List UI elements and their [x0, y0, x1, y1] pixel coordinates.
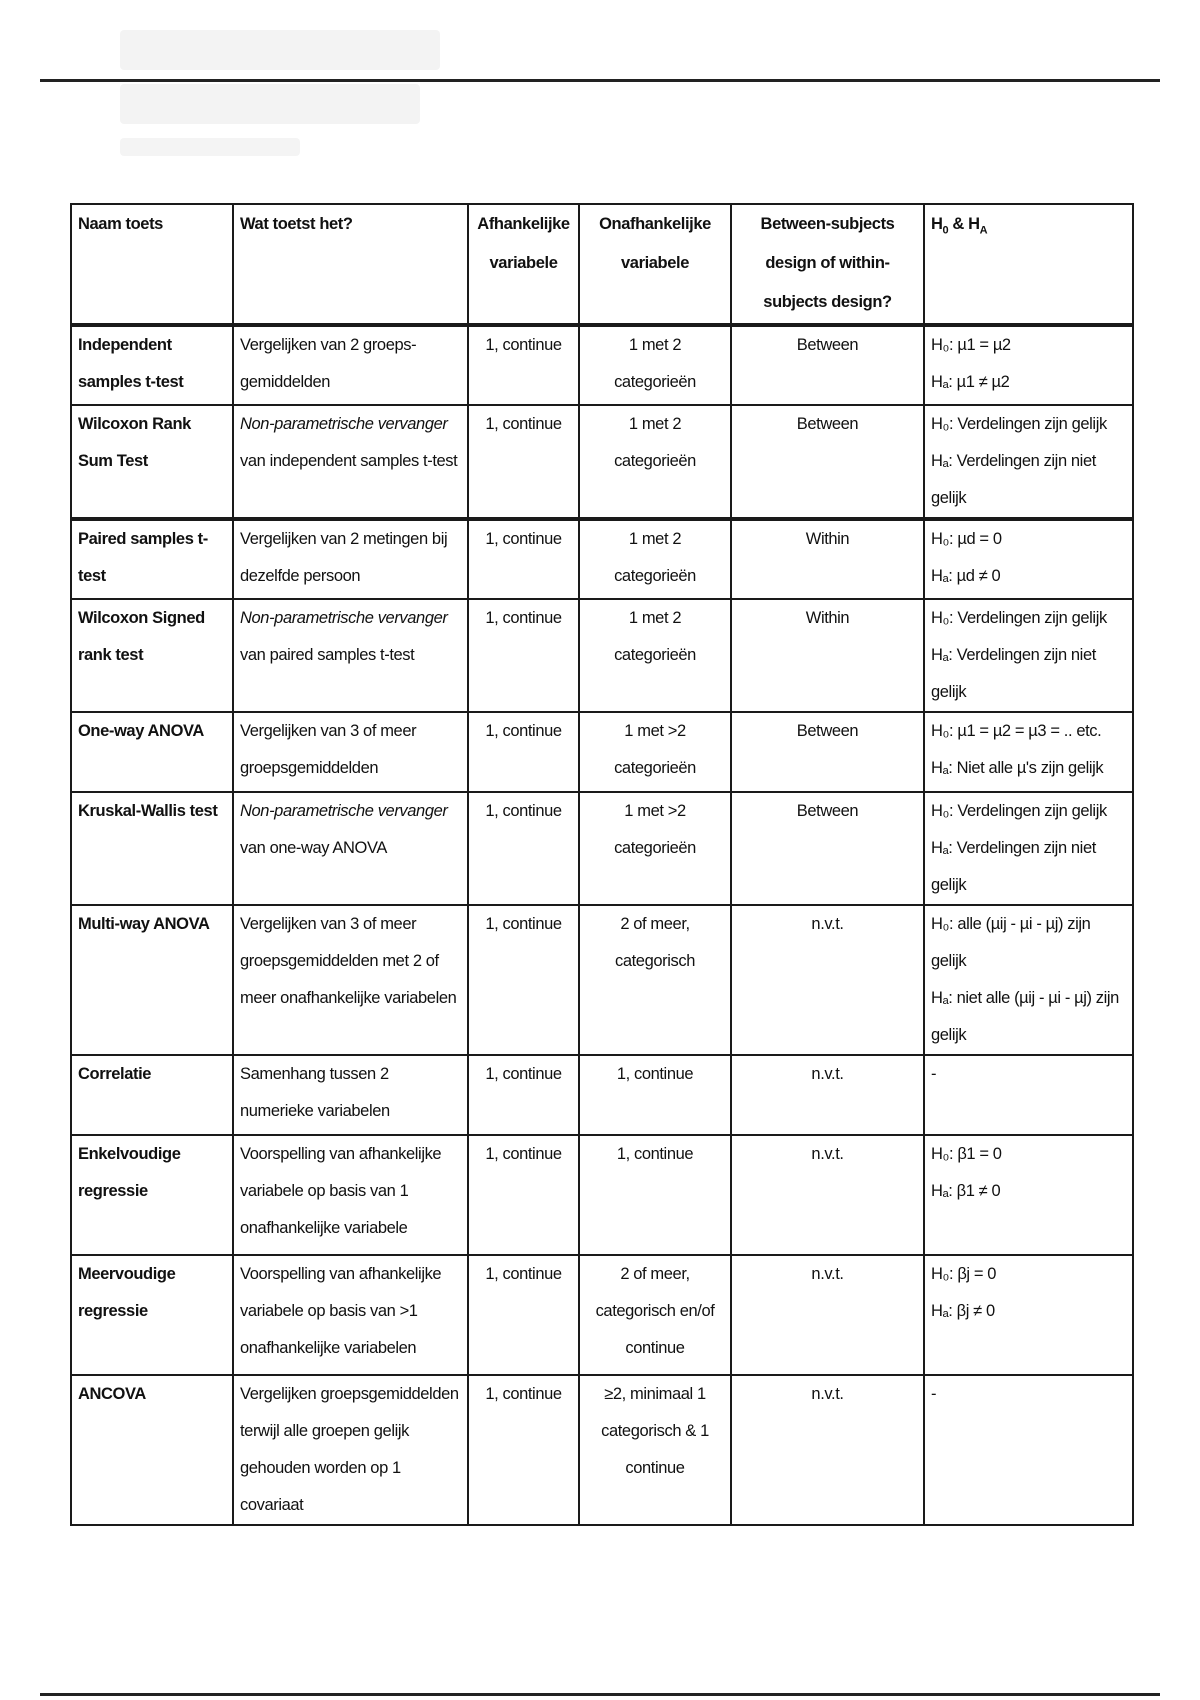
design-type: n.v.t.	[731, 1255, 924, 1375]
test-name: Wilcoxon Signed rank test	[71, 599, 233, 712]
table-row	[71, 1255, 1133, 1375]
table-row	[71, 1135, 1133, 1255]
table-header-row	[71, 204, 1133, 325]
null-hypothesis: H₀: Verdelingen zijn gelijk	[931, 802, 1107, 820]
test-name: Wilcoxon Rank Sum Test	[71, 405, 233, 519]
test-description: Vergelijken van 2 groeps-gemiddelden	[233, 325, 468, 405]
header-design: Between-subjects design of within-subjects design?	[731, 204, 924, 325]
test-name: ANCOVA	[71, 1375, 233, 1525]
table-row	[71, 1375, 1133, 1525]
hypotheses	[924, 599, 1133, 712]
header-independent: Onafhankelijke variabele	[579, 204, 731, 325]
header-dependent: Afhankelijke variabele	[468, 204, 579, 325]
null-hypothesis: H₀: µd = 0	[931, 530, 1002, 548]
design-type: Between	[731, 325, 924, 405]
hypotheses	[924, 519, 1133, 599]
test-description: Non-parametrische vervanger van paired samples t-test	[233, 599, 468, 712]
independent-variable: 1 met 2 categorieën	[579, 599, 731, 712]
independent-variable: 1, continue	[579, 1055, 731, 1135]
independent-variable: 1 met >2 categorieën	[579, 712, 731, 792]
dependent-variable: 1, continue	[468, 1135, 579, 1255]
null-hypothesis: -	[931, 1385, 937, 1403]
null-hypothesis: H₀: µ1 = µ2	[931, 336, 1011, 354]
design-type: n.v.t.	[731, 1055, 924, 1135]
alternative-hypothesis: Hₐ: µ1 ≠ µ2	[931, 373, 1010, 391]
alternative-hypothesis: Hₐ: β1 ≠ 0	[931, 1182, 1001, 1200]
null-hypothesis: H₀: Verdelingen zijn gelijk	[931, 415, 1107, 433]
alternative-hypothesis: Hₐ: Verdelingen zijn niet gelijk	[931, 452, 1096, 507]
table-row	[71, 792, 1133, 905]
header-what: Wat toetst het?	[233, 204, 468, 325]
test-description: Vergelijken groepsgemiddelden terwijl alle groepen gelijk gehouden worden op 1 covariaat	[233, 1375, 468, 1525]
design-type: Between	[731, 405, 924, 519]
null-hypothesis: H₀: βj = 0	[931, 1265, 997, 1283]
test-description: Vergelijken van 3 of meer groepsgemiddelden	[233, 712, 468, 792]
alternative-hypothesis: Hₐ: Verdelingen zijn niet gelijk	[931, 646, 1096, 701]
dependent-variable: 1, continue	[468, 405, 579, 519]
hypotheses	[924, 712, 1133, 792]
dependent-variable: 1, continue	[468, 599, 579, 712]
design-type: n.v.t.	[731, 1135, 924, 1255]
dependent-variable: 1, continue	[468, 712, 579, 792]
null-hypothesis: H₀: β1 = 0	[931, 1145, 1002, 1163]
table-row	[71, 325, 1133, 405]
bottom-rule	[40, 1693, 1160, 1696]
alternative-hypothesis: Hₐ: µd ≠ 0	[931, 567, 1001, 585]
hypotheses	[924, 325, 1133, 405]
test-name: One-way ANOVA	[71, 712, 233, 792]
test-description: Samenhang tussen 2 numerieke variabelen	[233, 1055, 468, 1135]
dependent-variable: 1, continue	[468, 325, 579, 405]
statistical-tests-table	[70, 203, 1134, 1526]
alternative-hypothesis: Hₐ: Verdelingen zijn niet gelijk	[931, 839, 1096, 894]
top-rule	[40, 79, 1160, 82]
null-hypothesis: H₀: µ1 = µ2 = µ3 = .. etc.	[931, 722, 1102, 740]
hypotheses	[924, 1375, 1133, 1525]
design-type: Within	[731, 599, 924, 712]
table-row	[71, 405, 1133, 519]
test-description: Vergelijken van 2 metingen bij dezelfde persoon	[233, 519, 468, 599]
null-hypothesis: H₀: alle (µij - µi - µj) zijn gelijk	[931, 915, 1091, 970]
test-description: Voorspelling van afhankelijke variabele op basis van >1 onafhankelijke variabelen	[233, 1255, 468, 1375]
test-description: Voorspelling van afhankelijke variabele op basis van 1 onafhankelijke variabele	[233, 1135, 468, 1255]
independent-variable: ≥2, minimaal 1 categorisch & 1 continue	[579, 1375, 731, 1525]
design-type: n.v.t.	[731, 905, 924, 1055]
null-hypothesis: H₀: Verdelingen zijn gelijk	[931, 609, 1107, 627]
test-name: Enkelvoudige regressie	[71, 1135, 233, 1255]
faded-watermark	[120, 30, 480, 170]
independent-variable: 2 of meer, categorisch	[579, 905, 731, 1055]
hypotheses	[924, 1255, 1133, 1375]
independent-variable: 1 met >2 categorieën	[579, 792, 731, 905]
hypotheses	[924, 1055, 1133, 1135]
table-row	[71, 712, 1133, 792]
design-type: Within	[731, 519, 924, 599]
hypotheses	[924, 405, 1133, 519]
hypotheses	[924, 905, 1133, 1055]
design-type: n.v.t.	[731, 1375, 924, 1525]
test-name: Kruskal-Wallis test	[71, 792, 233, 905]
hypotheses	[924, 1135, 1133, 1255]
null-hypothesis: -	[931, 1065, 937, 1083]
dependent-variable: 1, continue	[468, 1255, 579, 1375]
independent-variable: 1 met 2 categorieën	[579, 405, 731, 519]
header-hypotheses: $H_0$ & $H_A$	[924, 204, 1133, 325]
test-name: Independent samples t-test	[71, 325, 233, 405]
test-description: Vergelijken van 3 of meer groepsgemiddelden met 2 of meer onafhankelijke variabelen	[233, 905, 468, 1055]
test-description: Non-parametrische vervanger van independent samples t-test	[233, 405, 468, 519]
table-row	[71, 1055, 1133, 1135]
independent-variable: 1 met 2 categorieën	[579, 325, 731, 405]
test-name: Meervoudige regressie	[71, 1255, 233, 1375]
alternative-hypothesis: Hₐ: niet alle (µij - µi - µj) zijn gelijk	[931, 989, 1119, 1044]
design-type: Between	[731, 712, 924, 792]
dependent-variable: 1, continue	[468, 905, 579, 1055]
independent-variable: 1 met 2 categorieën	[579, 519, 731, 599]
test-description: Non-parametrische vervanger van one-way ANOVA	[233, 792, 468, 905]
table-row	[71, 905, 1133, 1055]
independent-variable: 1, continue	[579, 1135, 731, 1255]
dependent-variable: 1, continue	[468, 1375, 579, 1525]
test-name: Multi-way ANOVA	[71, 905, 233, 1055]
table-row	[71, 519, 1133, 599]
dependent-variable: 1, continue	[468, 792, 579, 905]
test-name: Correlatie	[71, 1055, 233, 1135]
design-type: Between	[731, 792, 924, 905]
header-name: Naam toets	[71, 204, 233, 325]
table-row	[71, 599, 1133, 712]
hypotheses	[924, 792, 1133, 905]
dependent-variable: 1, continue	[468, 519, 579, 599]
alternative-hypothesis: Hₐ: βj ≠ 0	[931, 1302, 995, 1320]
independent-variable: 2 of meer, categorisch en/of continue	[579, 1255, 731, 1375]
alternative-hypothesis: Hₐ: Niet alle µ's zijn gelijk	[931, 759, 1104, 777]
test-name: Paired samples t-test	[71, 519, 233, 599]
dependent-variable: 1, continue	[468, 1055, 579, 1135]
